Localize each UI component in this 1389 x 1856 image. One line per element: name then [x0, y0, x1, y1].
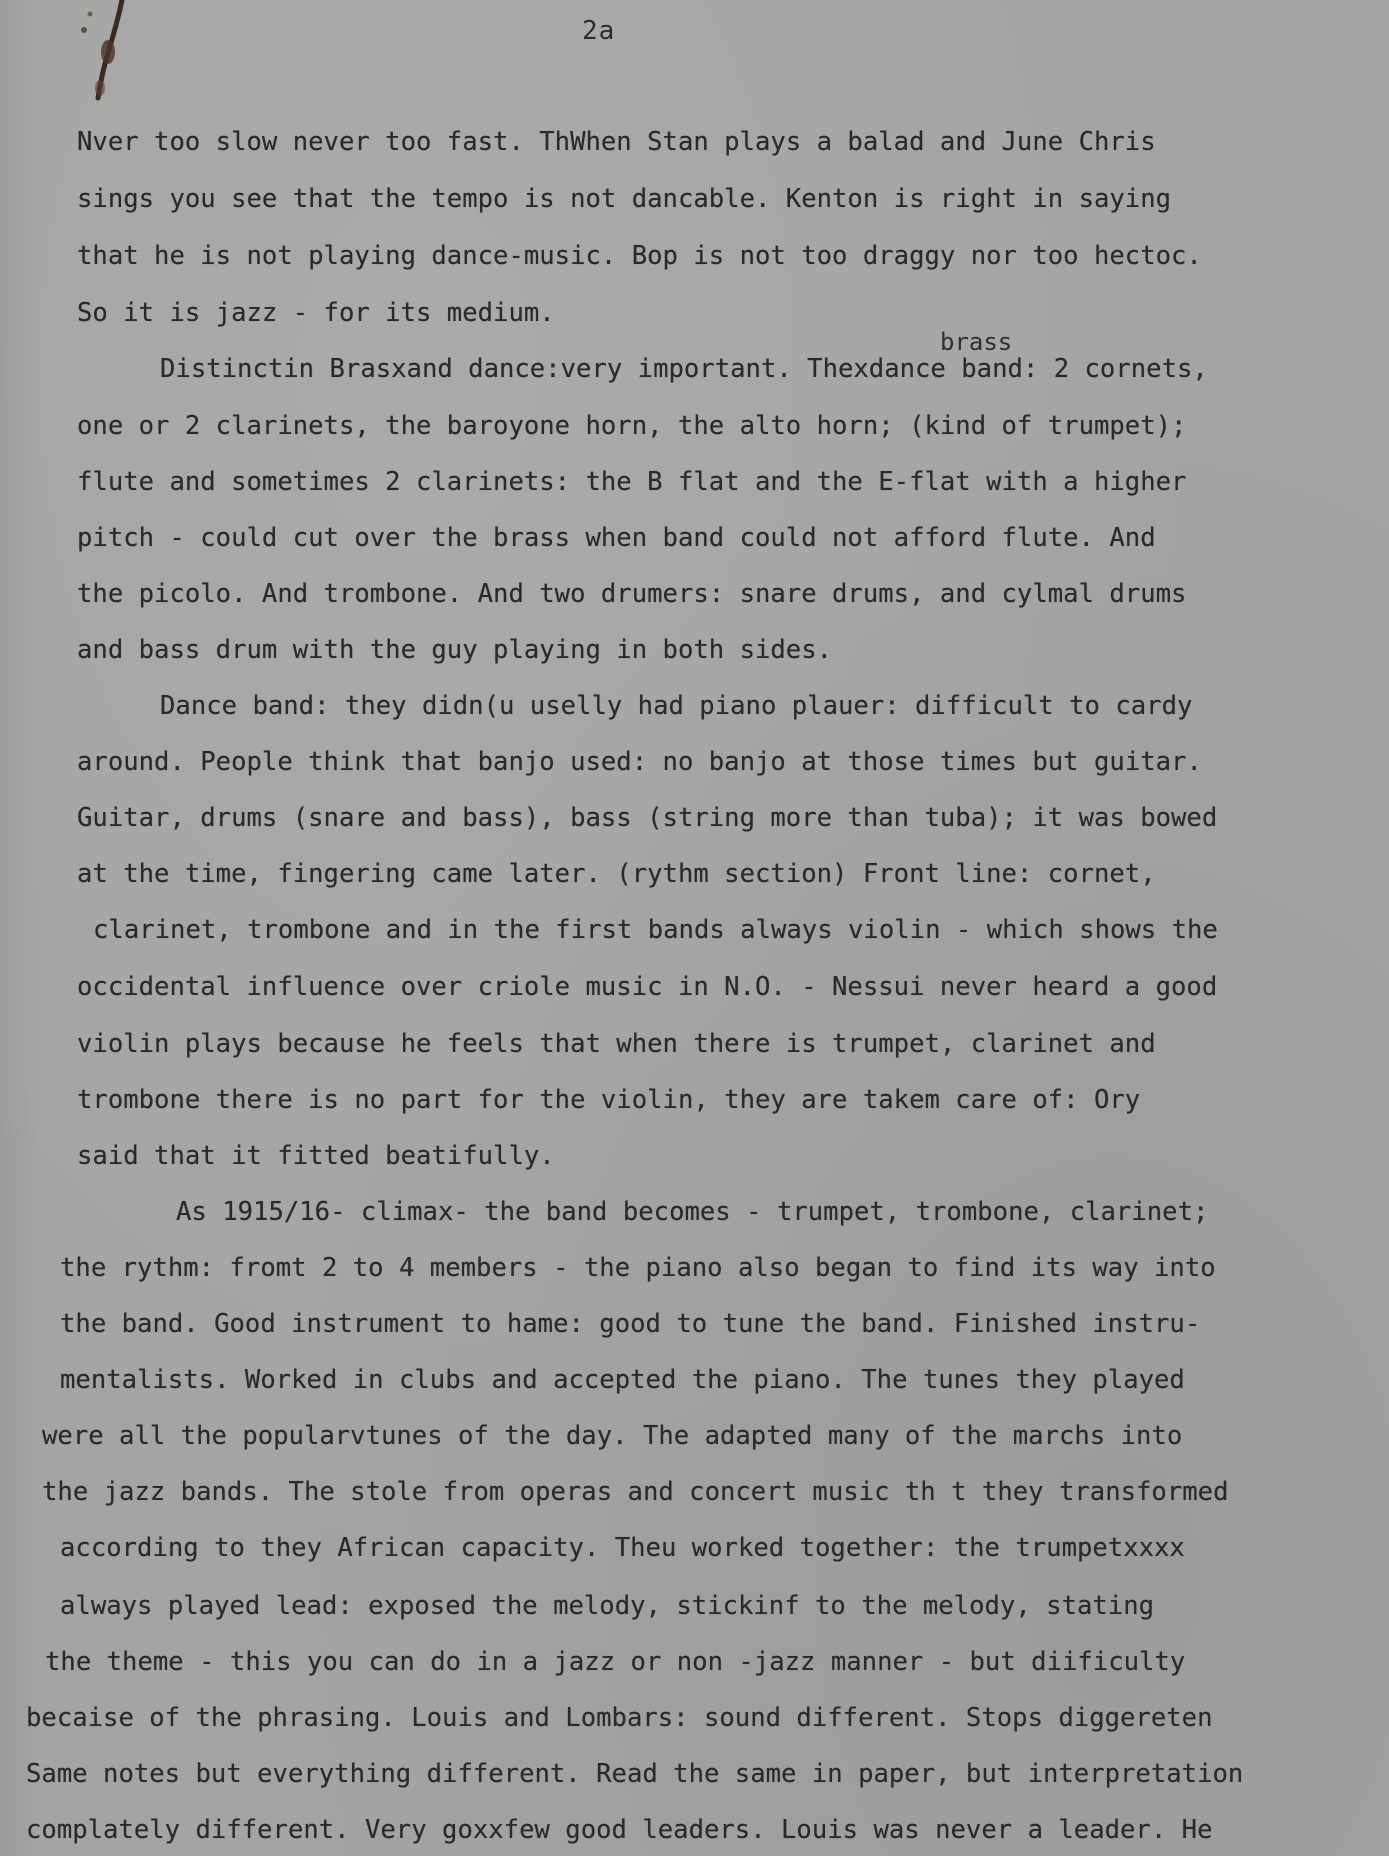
text-line: Distinctin Brasxand dance:very important. Thexdance band: 2 cornets, — [160, 354, 1208, 384]
text-line: violin plays because he feels that when there is trumpet, clarinet and — [77, 1029, 1156, 1059]
text-line: pitch - could cut over the brass when band could not afford flute. And — [77, 523, 1156, 553]
ink-stain — [70, 0, 140, 110]
text-line: the picolo. And trombone. And two drumers: snare drums, and cylmal drums — [77, 579, 1187, 609]
text-line: the theme - this you can do in a jazz or non -jazz manner - but diificulty — [45, 1647, 1186, 1677]
text-line: and bass drum with the guy playing in both sides. — [77, 635, 833, 665]
page-number: 2a — [582, 16, 616, 46]
text-line: Guitar, drums (snare and bass), bass (string more than tuba); it was bowed — [77, 803, 1218, 833]
text-line: at the time, fingering came later. (rythm section) Front line: cornet, — [77, 859, 1156, 889]
text-line: Nver too slow never too fast. ThWhen Stan plays a balad and June Chris — [77, 127, 1156, 157]
text-line: according to they African capacity. Theu worked together: the trumpetxxxx — [60, 1533, 1185, 1563]
text-line: mentalists. Worked in clubs and accepted the piano. The tunes they played — [60, 1365, 1185, 1395]
text-line: clarinet, trombone and in the first bands always violin - which shows the — [93, 915, 1218, 945]
text-line: always played lead: exposed the melody, stickinf to the melody, stating — [60, 1591, 1155, 1621]
text-line: around. People think that banjo used: no banjo at those times but guitar. — [77, 747, 1202, 777]
text-line: flute and sometimes 2 clarinets: the B flat and the E-flat with a higher — [77, 467, 1187, 497]
text-line: sings you see that the tempo is not dancable. Kenton is right in saying — [77, 184, 1172, 214]
text-line: complately different. Very goxxfew good leaders. Louis was never a leader. He — [26, 1815, 1213, 1845]
text-line: occidental influence over criole music in N.O. - Nessui never heard a good — [77, 972, 1218, 1002]
text-line: Same notes but everything different. Read the same in paper, but interpretation — [26, 1759, 1244, 1789]
text-line: said that it fitted beatifully. — [77, 1141, 555, 1171]
text-line: one or 2 clarinets, the baroyone horn, the alto horn; (kind of trumpet); — [77, 411, 1187, 441]
text-line: the rythm: fromt 2 to 4 members - the piano also began to find its way into — [60, 1253, 1216, 1283]
text-line: becaise of the phrasing. Louis and Lombars: sound different. Stops diggereten — [26, 1703, 1213, 1733]
text-line: that he is not playing dance-music. Bop is not too draggy nor too hectoc. — [77, 241, 1202, 271]
text-line: trombone there is no part for the violin, they are takem care of: Ory — [77, 1085, 1141, 1115]
handwritten-insertion: brass — [940, 328, 1013, 356]
text-line: So it is jazz - for its medium. — [77, 298, 555, 328]
text-line: the jazz bands. The stole from operas and concert music th t they transformed — [42, 1477, 1229, 1507]
text-line: were all the popularvtunes of the day. The adapted many of the marchs into — [42, 1421, 1183, 1451]
text-line: As 1915/16- climax- the band becomes - trumpet, trombone, clarinet; — [176, 1197, 1209, 1227]
text-line: Dance band: they didn(u uselly had piano plauer: difficult to cardy — [160, 691, 1193, 721]
text-line: the band. Good instrument to hame: good to tune the band. Finished instru- — [60, 1309, 1201, 1339]
